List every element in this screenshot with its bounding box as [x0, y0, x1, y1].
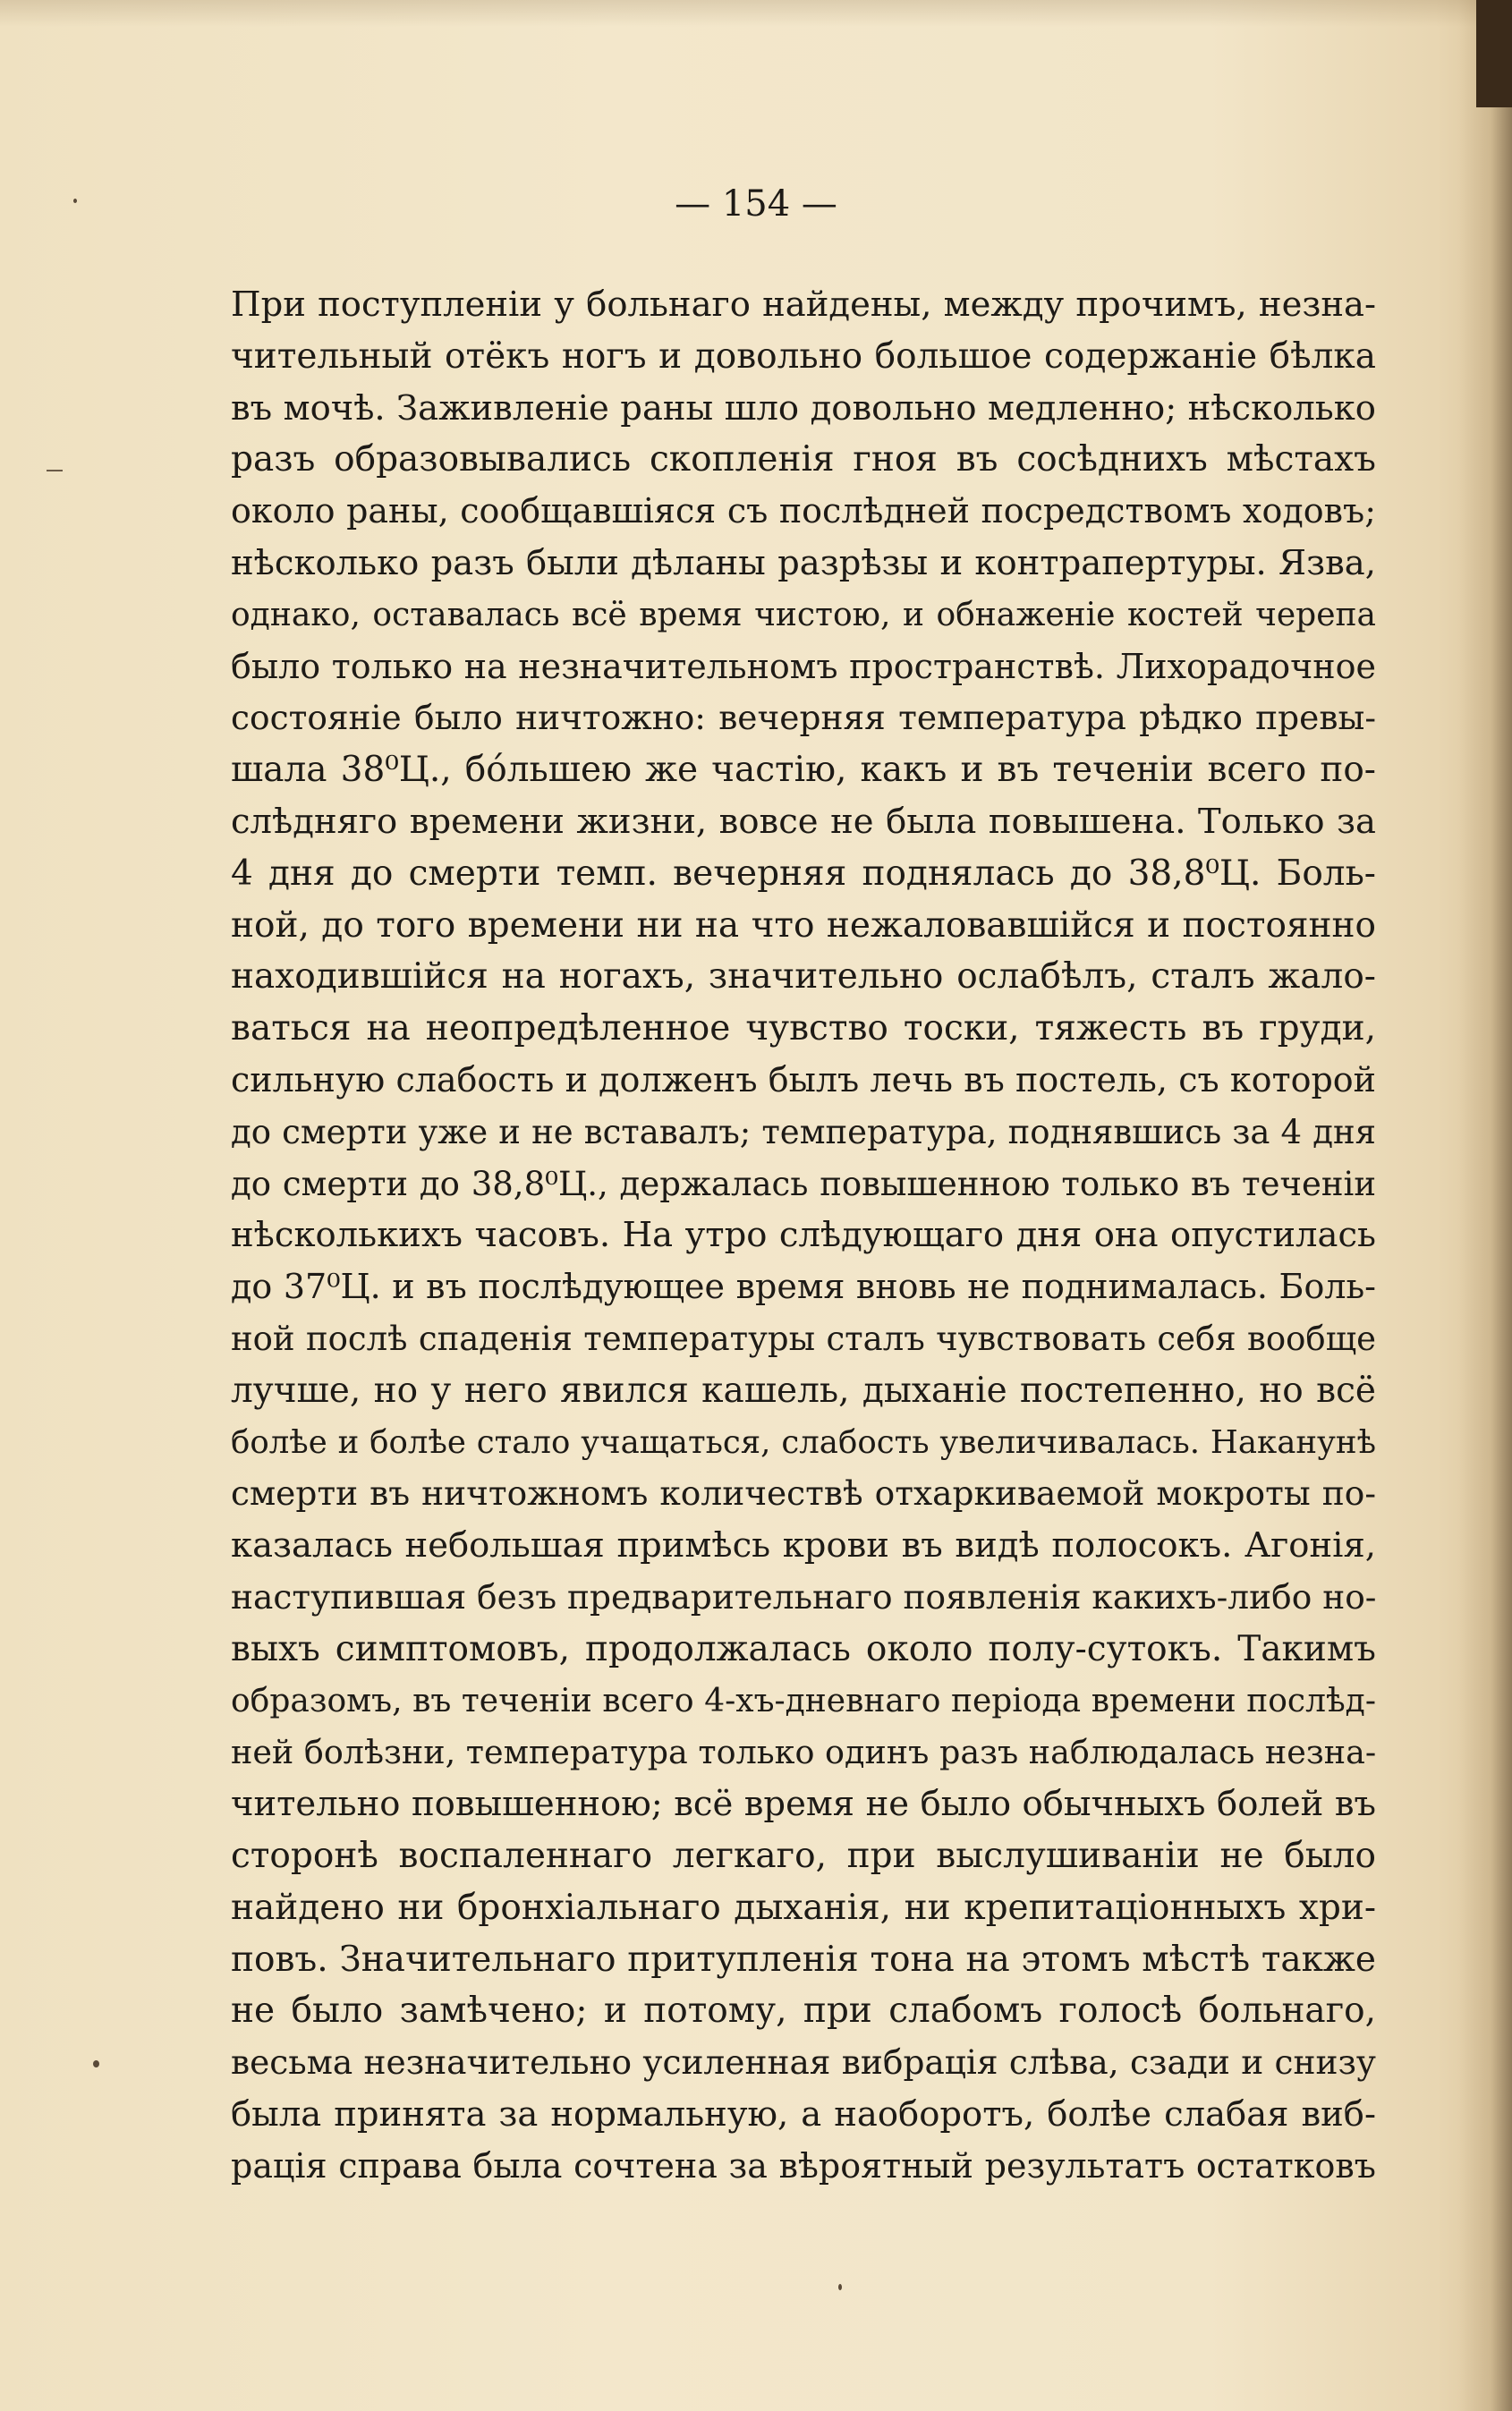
scan-corner-shadow: [1476, 0, 1512, 107]
text-line: образомъ, въ теченіи всего 4-хъ-дневнаго періода времени послѣд-: [231, 1682, 1376, 1719]
text-line: была принята за нормальную, а наоборотъ, болѣе слабая виб-: [231, 2093, 1376, 2135]
text-line: чительно повышенною; всё время не было обычныхъ болей въ: [231, 1784, 1376, 1825]
text-line: наступившая безъ предварительнаго появленія какихъ-либо но-: [231, 1576, 1377, 1617]
text-line: 4 дня до смерти темп. вечерняя поднялась до 38,8⁰Ц. Боль-: [231, 853, 1376, 894]
text-line: до 37⁰Ц. и въ послѣдующее время вновь не поднималась. Боль-: [231, 1267, 1376, 1307]
text-line: ваться на неопредѣленное чувство тоски, тяжесть въ груди,: [231, 1008, 1376, 1049]
text-line: казалась небольшая примѣсь крови въ видѣ полосокъ. Агонія,: [231, 1525, 1376, 1566]
text-line: сторонѣ воспаленнаго легкаго, при выслушиваніи не было: [231, 1835, 1376, 1876]
text-line: разъ образовывались скопленія гноя въ сосѣднихъ мѣстахъ: [231, 439, 1376, 480]
scan-speck: [838, 2284, 842, 2290]
text-line: болѣе и болѣе стало учащаться, слабость увеличивалась. Наканунѣ: [231, 1423, 1376, 1461]
text-line: ной, до того времени ни на что нежаловавшійся и постоянно: [231, 904, 1376, 946]
text-line: лучше, но у него явился кашель, дыханіе постепенно, но всё: [231, 1370, 1376, 1411]
text-line: сильную слабость и долженъ былъ лечь въ постель, съ которой: [231, 1059, 1376, 1099]
text-line: выхъ симптомовъ, продолжалась около полу-сутокъ. Такимъ: [231, 1628, 1376, 1669]
text-line: нѣсколько разъ были дѣланы разрѣзы и контрапертуры. Язва,: [231, 542, 1376, 583]
text-line: чительный отёкъ ногъ и довольно большое содержаніе бѣлка: [231, 335, 1376, 377]
text-line: При поступленіи у больнаго найдены, между прочимъ, незна-: [231, 284, 1376, 325]
text-line: весьма незначительно усиленная вибрація слѣва, сзади и снизу: [231, 2042, 1376, 2083]
text-line: рація справа была сочтена за вѣроятный результатъ остатковъ: [231, 2145, 1376, 2186]
page-right-shadow: [1458, 0, 1512, 2411]
page-top-shadow: [0, 0, 1512, 27]
text-line: не было замѣчено; и потому, при слабомъ голосѣ больнаго,: [231, 1991, 1376, 2032]
text-line: около раны, сообщавшіяся съ послѣдней посредствомъ ходовъ;: [231, 491, 1376, 531]
text-line: было только на незначительномъ пространствѣ. Лихорадочное: [231, 646, 1376, 686]
text-line: ной послѣ спаденія температуры сталъ чувствовать себя вообще: [231, 1319, 1376, 1358]
text-line: состояніе было ничтожно: вечерняя температура рѣдко превы-: [231, 698, 1376, 738]
text-line: въ мочѣ. Заживленіе раны шло довольно медленно; нѣсколько: [231, 387, 1376, 429]
body-text: [231, 279, 1376, 2192]
text-line: находившійся на ногахъ, значительно ослабѣлъ, сталъ жало-: [231, 956, 1376, 998]
text-line: до смерти до 38,8⁰Ц., держалась повышенною только въ теченіи: [231, 1164, 1376, 1203]
text-line: повъ. Значительнаго притупленія тона на этомъ мѣстѣ также: [231, 1939, 1376, 1980]
text-line: однако, оставалась всё время чистою, и обнаженіе костей черепа: [231, 596, 1376, 633]
text-line: слѣдняго времени жизни, вовсе не была повышена. Только за: [231, 801, 1376, 842]
text-line: найдено ни бронхіальнаго дыханія, ни крепитаціонныхъ хри-: [231, 1887, 1376, 1928]
text-line: шала 38⁰Ц., бо́льшею же частію, какъ и въ теченіи всего по-: [231, 750, 1376, 791]
text-line: смерти въ ничтожномъ количествѣ отхаркиваемой мокроты по-: [231, 1473, 1376, 1514]
margin-mark: [47, 470, 63, 471]
scan-speck: [93, 2060, 99, 2067]
text-line: до смерти уже и не вставалъ; температура, поднявшись за 4 дня: [231, 1112, 1376, 1151]
page-number: — 154 —: [675, 183, 837, 225]
text-line: ней болѣзни, температура только одинъ разъ наблюдалась незна-: [231, 1733, 1377, 1772]
text-line: нѣсколькихъ часовъ. На утро слѣдующаго дня она опустилась: [231, 1215, 1376, 1256]
